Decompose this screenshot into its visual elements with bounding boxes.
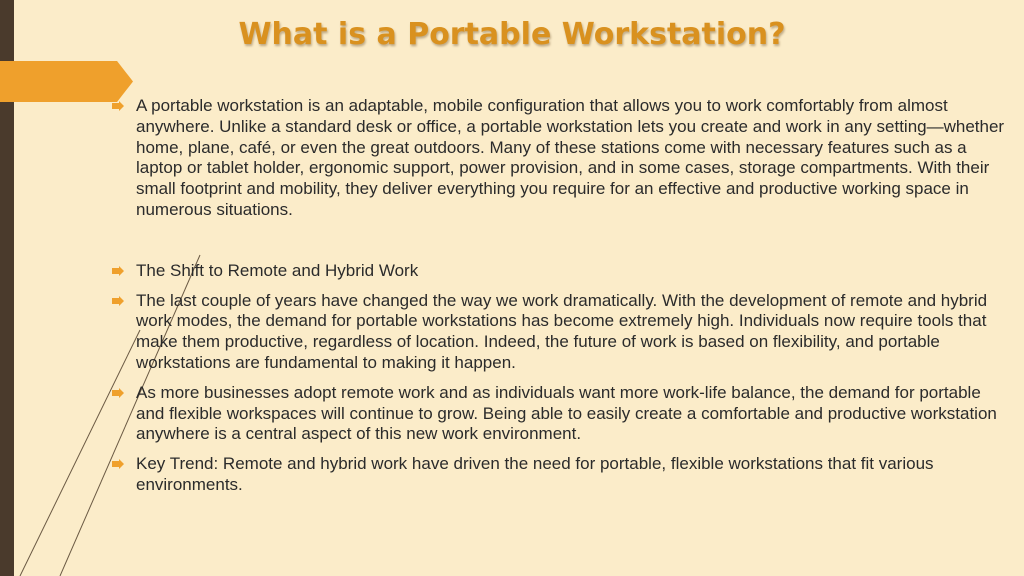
bullet-text: The last couple of years have changed the way we work dramatically. With the development of remote and hybrid work modes, the demand for portable workstations has become extremely high. Individuals now require tools that make them productive, regardless of location. Indeed, the future of work is based on flexibility, and portable workstations are fundamental to making it happen.	[136, 290, 988, 372]
arrow-bullet-icon	[112, 101, 124, 111]
bullet-item	[112, 454, 1012, 496]
arrow-bullet-icon	[112, 296, 124, 306]
bullet-item	[112, 261, 1012, 282]
bullet-item	[112, 383, 1012, 445]
slide-title: What is a Portable Workstation?	[238, 17, 786, 52]
arrow-bullet-icon	[112, 266, 124, 276]
slide-content	[112, 96, 1012, 496]
bullet-text: The Shift to Remote and Hybrid Work	[136, 260, 419, 280]
bullet-text: A portable workstation is an adaptable, mobile configuration that allows you to work comfortably from almost anywhere. Unlike a standard desk or office, a portable workstation lets you create and work in any setting—whether home, plane, café, or even the great outdoors. Many of these stations come with necessary features such as a laptop or tablet holder, ergonomic support, power provision, and in some cases, storage compartments. With their small footprint and mobility, they deliver everything you require for an effective and productive working space in numerous situations.	[136, 96, 1005, 219]
bullet-text: As more businesses adopt remote work and as individuals want more work-life balance, the demand for portable and flexible workspaces will continue to grow. Being able to easily create a comfortable and productive workstation anywhere is a central aspect of this new work environment.	[136, 382, 997, 444]
bullet-item	[112, 291, 1012, 374]
bullet-text: Key Trend: Remote and hybrid work have driven the need for portable, flexible workstations that fit various environments.	[136, 454, 934, 494]
bullet-item	[112, 96, 1012, 221]
arrow-bullet-icon	[112, 459, 124, 469]
arrow-bullet-icon	[112, 388, 124, 398]
